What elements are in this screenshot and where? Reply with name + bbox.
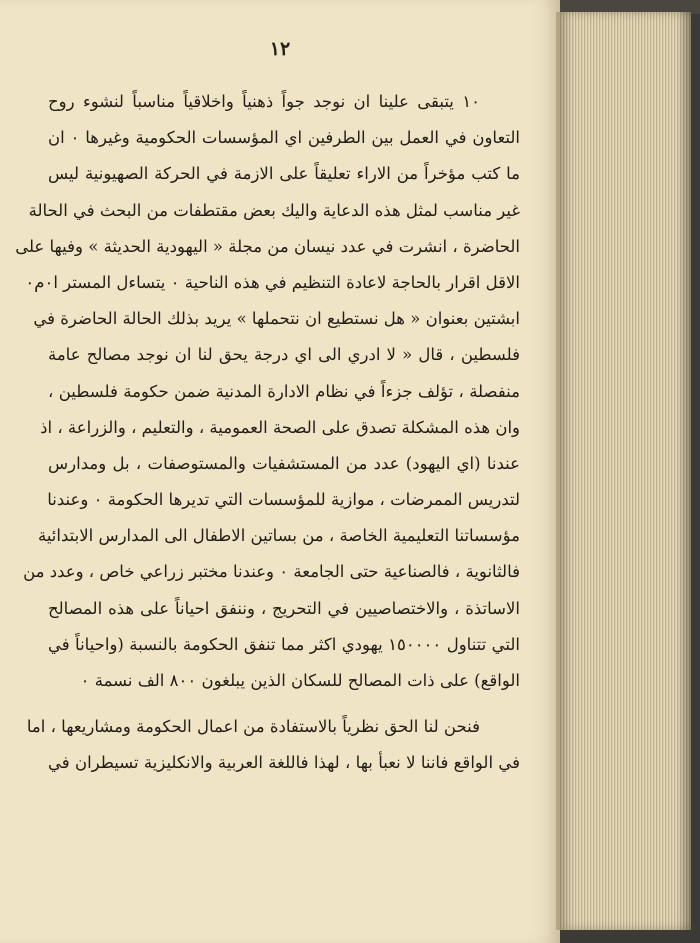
text-line: الاقل اقرار بالحاجة لاعادة التنظيم في هذه الناحية ٠ يتساءل المستر ا٠م٠ bbox=[25, 272, 520, 292]
text-line: ما كتب مؤخراً من الاراء تعليقاً على الازمة في الحركة الصهيونية ليس bbox=[48, 164, 520, 184]
text-line: فنحن لنا الحق نظرياً بالاستفادة من اعمال الحكومة ومشاريعها ، اما bbox=[26, 717, 480, 737]
text-line: غير مناسب لمثل هذه الدعاية واليك بعض مقتطفات من البحث في الحالة bbox=[28, 200, 520, 220]
text-line: لتدريس الممرضات ، موازية للمؤسسات التي تديرها الحكومة ٠ وعندنا bbox=[47, 490, 520, 510]
text-line: الحاضرة ، انشرت في عدد نيسان من مجلة « اليهودية الحديثة » وفيها على bbox=[15, 236, 520, 256]
paragraph-2 bbox=[26, 709, 520, 781]
book-page-edges bbox=[556, 12, 691, 930]
text-line: فلسطين ، قال « لا ادري الى اي درجة يحق لنا ان نوجد مصالح عامة bbox=[48, 345, 520, 365]
text-line: ١٠ يتبقى علينا ان نوجد جواً ذهنياً واخلاقياً مناسباً لنشوء روح bbox=[48, 92, 480, 111]
text-line: ابشتين بعنوان « هل نستطيع ان نتحملها » يريد بذلك الحالة الحاضرة في bbox=[33, 309, 520, 329]
text-line: التعاون في العمل بين الطرفين اي المؤسسات الحكومية وغيرها ٠ ان bbox=[48, 128, 520, 148]
page-text bbox=[15, 84, 520, 782]
text-line: الواقع) على ذات المصالح للسكان الذين يبلغون ٨٠٠ الف نسمة ٠ bbox=[80, 671, 520, 690]
text-line: مؤسساتنا التعليمية الخاصة ، من بساتين الاطفال الى المدارس الابتدائية bbox=[37, 526, 520, 546]
text-line: وان هذه المشكلة تصدق على الصحة العمومية ، والتعليم ، والزراعة ، اذ bbox=[40, 417, 520, 437]
paragraph-gap bbox=[48, 699, 520, 709]
text-line: عندنا (اي اليهود) عدد من المستشفيات والمستوصفات ، بل ومدارس bbox=[48, 453, 520, 473]
paragraph-1 bbox=[15, 84, 520, 699]
text-line: فالثانوية ، فالصناعية حتى الجامعة ٠ وعندنا مختبر زراعي خاص ، وعدد من bbox=[23, 562, 520, 582]
text-line: منفصلة ، تؤلف جزءاً في نظام الادارة المدنية ضمن حكومة فلسطين ، bbox=[48, 381, 520, 401]
text-line: الاساتذة ، والاختصاصيين في التحريج ، وننفق احياناً على هذه المصالح bbox=[48, 598, 520, 618]
text-line: التي تتناول ١٥٠٠٠٠ يهودي اكثر مما تنفق الحكومة بالنسبة (واحياناً في bbox=[48, 634, 520, 654]
text-line: في الواقع فاننا لا نعبأ بها ، لهذا فاللغة العربية والانكليزية تسيطران في bbox=[48, 753, 520, 773]
page-number: ١٢ bbox=[269, 38, 291, 60]
